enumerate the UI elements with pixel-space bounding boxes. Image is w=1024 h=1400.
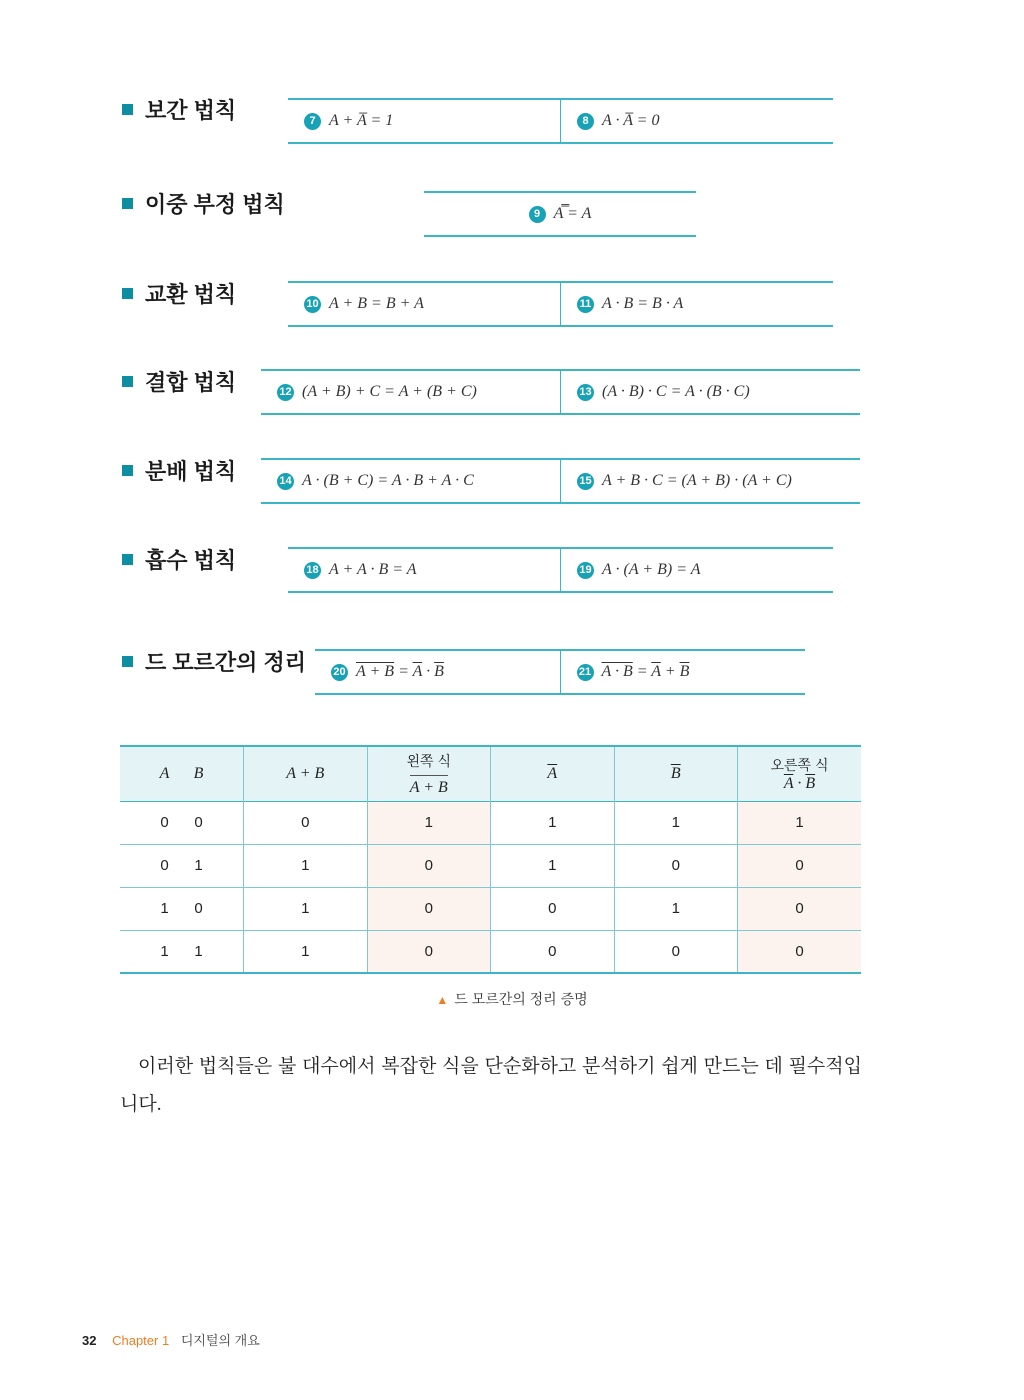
formula-text: (A + B) + C = A + (B + C) [302,383,477,400]
law-heading-commutative: 교환 법칙 [122,278,236,309]
formula-text: A · A̅ = 0 [602,112,660,129]
cell-a-b: 1 1 [160,942,203,960]
formula-text: A · B = B · A [602,295,684,312]
table-cell: 0 [367,930,491,973]
de-morgan-truth-table [120,745,861,974]
law-box-absorption [288,547,833,593]
law-heading-absorption: 흡수 법칙 [122,544,236,575]
formula-number: 18 [304,562,321,579]
formula-number: 8 [577,113,594,130]
cell-a-b: 0 1 [160,857,203,874]
formula-text: A + A̅ = 1 [329,112,394,129]
table-cell: 0 [614,930,738,973]
page-number: 32 [82,1333,97,1348]
formula-text: $A + B = \overline{A} \cdot \overline{B}$ [356,663,444,680]
table-cell: 1 [367,801,491,844]
table-row [120,844,861,887]
formula-text: A · (A + B) = A [602,561,701,578]
chapter-label: Chapter 1 [112,1333,170,1348]
table-caption: ▲ 드 모르간의 정리 증명 [436,991,588,1007]
formula-number: 7 [304,113,321,130]
cell-a-b: 1 0 [160,900,203,917]
table-cell: 0 [367,887,491,930]
bullet-icon [122,376,133,387]
header-not-a: $\overline{A}$ [491,746,615,801]
formula-text: (A · B) · C = A · (B · C) [602,383,750,400]
law-box-associative [261,369,860,415]
law-formula [560,651,806,693]
header-left-expression: 왼쪽 식 A + B [367,746,491,801]
table-cell: 0 [491,887,615,930]
table-cell: 1 [491,801,615,844]
law-heading-associative: 결합 법칙 [122,366,236,397]
table-cell: 0 [614,844,738,887]
formula-number: 15 [577,473,594,490]
formula-number: 12 [277,384,294,401]
table-row [120,930,861,973]
law-formula [261,460,560,502]
law-formula [560,283,833,325]
table-row [120,801,861,844]
table-cell: 0 [244,801,368,844]
law-formula [560,460,860,502]
chapter-title: 디지털의 개요 [180,1333,260,1348]
table-cell: 1 [491,844,615,887]
table-cell: 1 [244,887,368,930]
header-not-b: $\overline{B}$ [614,746,738,801]
law-formula [261,371,560,413]
triangle-icon: ▲ [436,993,449,1007]
table-header-row [120,746,861,801]
formula-text: A + B = B + A [329,295,424,312]
formula-number: 11 [577,296,594,313]
body-paragraph: 이러한 법칙들은 불 대수에서 복잡한 식을 단순화하고 분석하기 쉽게 만드는 데 필수적입니다. [120,1056,862,1115]
law-formula [560,100,833,142]
header-right-expression: 오른쪽 식 $\overline{A} \cdot \overline{B}$ [738,746,862,801]
law-formula [288,549,560,591]
formula-number: 19 [577,562,594,579]
law-heading-complement: 보간 법칙 [122,94,236,125]
formula-number: 10 [304,296,321,313]
formula-number: 13 [577,384,594,401]
formula-number: 20 [331,664,348,681]
formula-number: 9 [529,206,546,223]
law-box-commutative [288,281,833,327]
law-formula [288,100,560,142]
table-cell: 1 [244,844,368,887]
law-formula [288,283,560,325]
formula-number: 14 [277,473,294,490]
bullet-icon [122,656,133,667]
table-cell: 0 [491,930,615,973]
law-heading-de-morgan: 드 모르간의 정리 [122,646,306,677]
bullet-icon [122,554,133,565]
formula-number: 21 [577,664,594,681]
table-cell: 1 [244,930,368,973]
law-box-complement [288,98,833,144]
law-box-de-morgan [315,649,805,695]
table-cell: 0 [738,930,862,973]
law-box-double-negation [424,191,696,237]
bullet-icon [122,465,133,476]
formula-text: A · (B + C) = A · B + A · C [302,472,474,489]
header-a-b: A B [159,764,204,782]
law-box-distributive [261,458,860,504]
bullet-icon [122,288,133,299]
formula-text: A + B · C = (A + B) · (A + C) [602,472,792,489]
formula-text: $A \cdot B = \overline{A} + \overline{B}$ [601,663,690,680]
table-cell: 1 [614,887,738,930]
formula-text: A + A · B = A [329,561,417,578]
law-formula [424,193,696,235]
table-row [120,887,861,930]
cell-a-b: 0 0 [160,814,203,831]
law-heading-distributive: 분배 법칙 [122,455,236,486]
law-heading-double-negation: 이중 부정 법칙 [122,188,285,219]
table-cell: 1 [738,801,862,844]
table-cell: 0 [738,844,862,887]
law-formula [560,549,833,591]
formula-text: A̿ = A [553,205,592,222]
page-footer [82,1330,260,1349]
law-formula [315,651,560,693]
bullet-icon [122,104,133,115]
header-a-plus-b: A + B [244,746,368,801]
law-formula [560,371,860,413]
table-cell: 0 [738,887,862,930]
bullet-icon [122,198,133,209]
table-cell: 0 [367,844,491,887]
table-cell: 1 [614,801,738,844]
